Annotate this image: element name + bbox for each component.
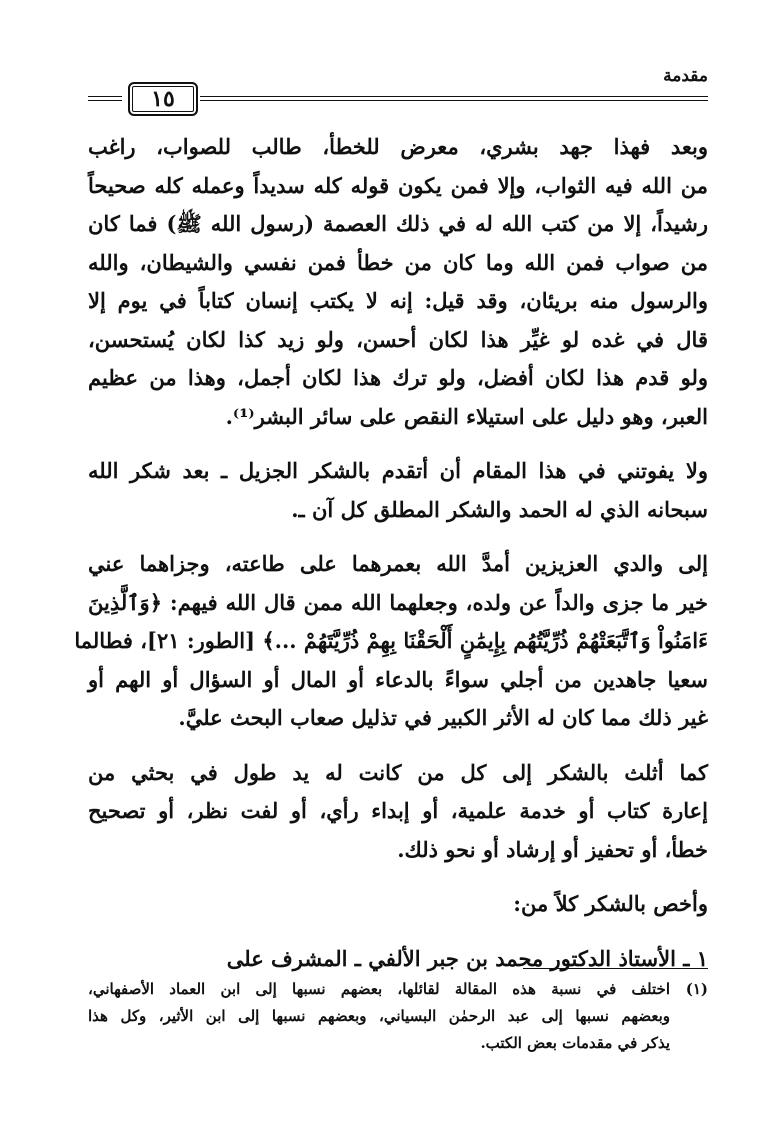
text-line: سبحانه الذي له الحمد والشكر المطلق كل آن ـ. [291, 496, 708, 522]
text-line: العبر، وهو دليل على استيلاء النقص على سائر البشر⁽¹⁾. [225, 403, 708, 429]
text-line: قال في غده لو غيِّر هذا لكان أحسن، ولو زيد كذا لكان يُستحسن، [88, 326, 708, 352]
header-rule [88, 86, 708, 112]
text-line: ولو قدم هذا لكان أفضل، ولو ترك هذا لكان أجمل، وهذا من عظيم [88, 365, 708, 390]
text-line: وبعد فهذا جهد بشري، معرض للخطأ، طالب للصواب، راغب [88, 134, 708, 159]
text-line: ءَامَنُواْ وَٱتَّبَعَتْهُمْ ذُرِّيَّتُهُم بِإِيمَٰنٍ أَلْحَقْنَا بِهِمْ ذُرِّيَّتَهُمْ ...﴾ [الطور: ٢١]، فطالما [74, 628, 708, 653]
footnote-marker: (١) [685, 980, 708, 998]
text-line: غير ذلك مما كان له الأثر الكبير في تذليل صعاب البحث عليَّ. [178, 705, 708, 730]
running-title: مقدمة [663, 66, 708, 86]
text-line: ١ ـ الأستاذ الدكتور محمد بن جبر الألفي ـ المشرف على [226, 945, 708, 971]
page-number: ١٥ [151, 86, 175, 112]
text-line: سعيا جاهدين من أجلي سواءً بالدعاء أو المال أو السؤال أو الهم أو [88, 666, 708, 692]
paragraph-gap [88, 738, 708, 754]
footnote-line: يذكر في مقدمات بعض الكتب. [480, 1034, 670, 1052]
text-line: رشيداً، إلا من كتب الله له في ذلك العصمة (رسول الله ﷺ) فما كان [88, 211, 708, 236]
text-line: كما أثلث بالشكر إلى كل من كانت له يد طول في بحثي من [88, 759, 708, 785]
paragraph [74, 545, 708, 738]
paragraph [88, 452, 708, 529]
paragraph-gap [88, 529, 708, 545]
text-line: خير ما جزى والداً عن ولده، وجعلهما الله ممن قال الله فيهم: ﴿وَٱلَّذِينَ [88, 589, 708, 615]
paragraph-gap [88, 869, 708, 885]
text-line: إعارة كتاب أو خدمة علمية، أو إبداء رأي، أو لفت نظر، أو تصحيح [88, 798, 708, 823]
footnote [88, 976, 708, 1057]
text-line: إلى والدي العزيزين أمدَّ الله بعمرهما على طاعته، وجزاهما عني [88, 551, 708, 576]
paragraph [88, 885, 708, 924]
paragraph [88, 128, 708, 436]
footnote-text: اختلف في نسبة هذه المقالة لقائلها، بعضهم نسبها إلى ابن العماد الأصفهاني، [88, 980, 670, 998]
paragraph [88, 754, 708, 870]
footnote-line [88, 976, 708, 1003]
page-header [88, 66, 708, 118]
text-line: ولا يفوتني في هذا المقام أن أتقدم بالشكر الجزيل ـ بعد شكر الله [88, 458, 708, 483]
header-rule-long [200, 96, 708, 101]
footnote-separator [523, 968, 708, 969]
paragraph-gap [88, 924, 708, 940]
text-line: من صواب فمن الله وما كان من خطأ فمن نفسي والشيطان، والله [88, 249, 708, 275]
text-line: وأخص بالشكر كلاً من: [513, 891, 708, 916]
body-text [74, 128, 708, 978]
header-rule-short [88, 96, 122, 101]
text-line: والرسول منه بريئان، وقد قيل: إنه لا يكتب إنسان كتاباً في يوم إلا [88, 288, 708, 313]
footnote-line: وبعضهم نسبها إلى عبد الرحمٰن البسياني، وبعضهم نسبها إلى ابن الأثير، وكل هذا [88, 1007, 670, 1025]
paragraph-gap [88, 436, 708, 452]
text-line: من الله فيه الثواب، وإلا فمن يكون قوله كله سديداً وعمله كله صحيحاً [88, 172, 708, 198]
paragraph [88, 940, 708, 979]
text-line: خطأ، أو تحفيز أو إرشاد أو نحو ذلك. [397, 836, 708, 862]
page-number-box [128, 82, 198, 116]
